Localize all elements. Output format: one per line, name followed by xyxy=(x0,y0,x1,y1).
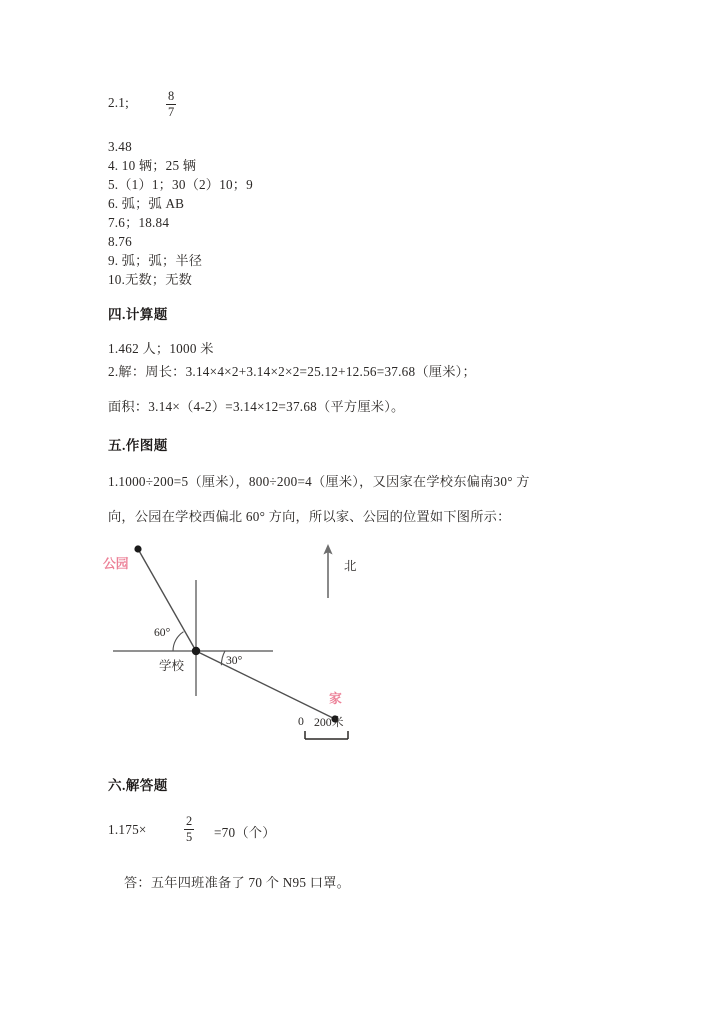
answer-item-9: 9. 弧；弧；半径 xyxy=(108,253,203,268)
scale-value-label: 200米 xyxy=(314,715,344,729)
park-label: 公园 xyxy=(103,557,129,571)
answer-item-8: 8.76 xyxy=(108,234,132,249)
ray-to-home xyxy=(196,651,335,719)
fraction-numerator: 8 xyxy=(168,89,175,103)
section-six-answer-line: 答：五年四班准备了 70 个 N95 口罩。 xyxy=(124,875,351,890)
school-label: 学校 xyxy=(159,659,185,673)
fraction-denominator: 5 xyxy=(186,830,193,845)
angle-arc-60 xyxy=(173,632,184,651)
section-six-expression-suffix: =70（个） xyxy=(214,825,276,840)
section-four-line-3: 面积：3.14×（4-2）=3.14×12=37.68（平方厘米）。 xyxy=(108,399,405,414)
angle-30-label: 30° xyxy=(226,654,243,667)
angle-60-label: 60° xyxy=(154,626,171,639)
answer-item-4: 4. 10 辆；25 辆 xyxy=(108,158,197,173)
section-five-line-2: 向，公园在学校西偏北 60° 方向，所以家、公园的位置如下图所示： xyxy=(108,509,511,524)
section-heading-four: 四.计算题 xyxy=(108,307,168,322)
school-point xyxy=(192,647,200,655)
answer-item-5: 5.（1）1；30（2）10；9 xyxy=(108,177,253,192)
section-five-line-1: 1.1000÷200=5（厘米），800÷200=4（厘米），又因家在学校东偏南30° 方 xyxy=(108,474,530,489)
park-point xyxy=(134,545,141,552)
answer-item-10: 10.无数；无数 xyxy=(108,272,193,287)
fraction-denominator: 7 xyxy=(168,105,175,120)
scale-zero-label: 0 xyxy=(298,714,304,728)
home-label: 家 xyxy=(329,692,342,706)
north-label: 北 xyxy=(344,559,357,573)
answer-item-7: 7.6；18.84 xyxy=(108,215,170,230)
direction-position-diagram xyxy=(95,532,385,747)
fraction-2-over-5 xyxy=(184,815,194,845)
angle-arc-30 xyxy=(221,651,225,665)
answer-item-2-label: 2.1; xyxy=(108,95,129,110)
fraction-8-over-7 xyxy=(166,90,176,120)
section-heading-five: 五.作图题 xyxy=(108,438,168,453)
section-six-expression-prefix: 1.175× xyxy=(108,822,147,837)
answer-item-6: 6. 弧；弧 AB xyxy=(108,196,185,211)
section-heading-six: 六.解答题 xyxy=(108,778,168,793)
section-four-line-1: 1.462 人；1000 米 xyxy=(108,341,214,356)
answer-item-3: 3.48 xyxy=(108,139,132,154)
section-four-line-2: 2.解：周长：3.14×4×2+3.14×2×2=25.12+12.56=37.68（厘米）； xyxy=(108,364,476,379)
fraction-numerator: 2 xyxy=(186,814,193,828)
